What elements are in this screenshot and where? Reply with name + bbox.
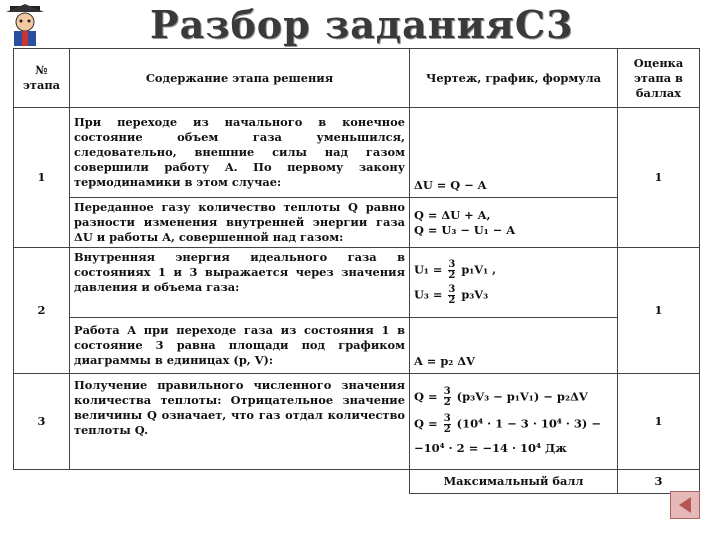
total-points: 3 — [618, 470, 700, 494]
step-points: 1 — [618, 374, 700, 470]
header-points: Оценка этапа в баллах — [618, 49, 700, 108]
teacher-logo-icon — [2, 2, 48, 48]
formula-line: Q = $\frac{3}{2}$ (p₃V₃ − p₁V₁) − p₂ΔV — [414, 386, 588, 408]
formula-line: −10⁴ · 2 = −14 · 10⁴ Дж — [414, 441, 567, 455]
step-points: 1 — [618, 248, 700, 374]
step-number: 2 — [14, 248, 70, 374]
header-content: Содержание этапа решения — [70, 49, 410, 108]
table-row — [14, 318, 700, 374]
step-text: Работа A при переходе газа из состояния 1 в состояние 3 равна площади под графиком диаграммы в единицах (p, V): — [70, 318, 410, 374]
step-formula: A = p₂ ΔV — [410, 318, 618, 374]
page-title — [150, 2, 574, 47]
fraction: $\frac{3}{2}$ — [448, 258, 456, 281]
step-points: 1 — [618, 108, 700, 248]
fraction: $\frac{3}{2}$ — [443, 413, 451, 435]
step-formula-cell — [410, 374, 618, 470]
formula-line: U₁ = $\frac{3}{2}$ p₁V₁ , — [414, 258, 497, 281]
formula-line: U₃ = $\frac{3}{2}$ p₃V₃ — [414, 283, 489, 306]
step-number: 3 — [14, 374, 70, 470]
solution-table — [13, 48, 700, 494]
back-button[interactable] — [670, 491, 700, 519]
fraction: $\frac{3}{2}$ — [448, 283, 456, 306]
header-step: № этапа — [14, 49, 70, 108]
total-row — [14, 470, 700, 494]
title-code: С3 — [514, 2, 574, 47]
triangle-left-icon — [679, 497, 691, 513]
formula-line: Q = $\frac{3}{2}$ (10⁴ · 1 − 3 · 10⁴ · 3) − — [414, 413, 601, 435]
step-text: При переходе из начального в конечное состояние объем газа уменьшился, следовательно, внешние силы над газом совершили работу A. По первому закону термодинамики в этом случае: — [70, 108, 410, 198]
step-formula: Q = ΔU + A, — [414, 207, 491, 222]
total-label: Максимальный балл — [410, 470, 618, 494]
step-number: 1 — [14, 108, 70, 248]
step-text: Внутренняя энергия идеального газа в состояниях 1 и 3 выражается через значения давления и объема газа: — [70, 248, 410, 318]
step-text: Получение правильного численного значения количества теплоты: Отрицательное значение величины Q означает, что газ отдал количество теплоты Q. — [70, 374, 410, 470]
table-row — [14, 108, 700, 198]
step-text: Переданное газу количество теплоты Q равно разности изменения внутренней энергии газа ΔU и работы A, совершенной над газом: — [70, 198, 410, 248]
header-formula: Чертеж, график, формула — [410, 49, 618, 108]
fraction: $\frac{3}{2}$ — [443, 386, 451, 408]
table-row — [14, 374, 700, 470]
empty-cell — [70, 470, 410, 494]
empty-cell — [14, 470, 70, 494]
title-main: Разбор задания — [150, 2, 515, 47]
table-row — [14, 198, 700, 248]
table-header-row — [14, 49, 700, 108]
step-formula-cell — [410, 248, 618, 318]
step-formula: Q = U₃ − U₁ − A — [414, 222, 516, 237]
step-formula: ΔU = Q − A — [410, 108, 618, 198]
table-row — [14, 248, 700, 318]
step-formula-cell — [410, 198, 618, 248]
